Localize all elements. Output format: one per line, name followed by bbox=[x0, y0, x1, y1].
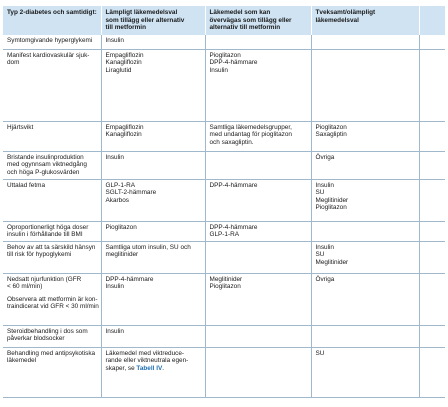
header-condition: Typ 2-diabetes och samtidigt: bbox=[3, 6, 101, 35]
cell-suitable: Insulin bbox=[101, 151, 205, 179]
cell-condition: Oproportionerligt höga doser insulin i förhållande till BMI bbox=[3, 221, 101, 241]
cell-condition: Symtomgivande hyperglykemi bbox=[3, 35, 101, 49]
cell-unsuitable: Övriga bbox=[311, 273, 419, 325]
cell-unsuitable: SU bbox=[311, 347, 419, 397]
cell-suitable: Empagliflozin Kanagliflozin Liraglutid bbox=[101, 49, 205, 121]
cell-consider bbox=[205, 35, 311, 49]
cell-spacer bbox=[419, 241, 445, 273]
cell-spacer bbox=[419, 273, 445, 325]
cell-consider: DPP-4-hämmare bbox=[205, 179, 311, 221]
table-row bbox=[3, 179, 445, 221]
cell-consider: Samtliga läkemedelsgrupper, med undantag för pioglitazon och saxagliptin. bbox=[205, 121, 311, 151]
cell-suitable: Empagliflozin Kanagliflozin bbox=[101, 121, 205, 151]
header-consider: Läkemedel som kan övervägas som tillägg eller alternativ till metformin bbox=[205, 6, 311, 35]
cell-condition: Steroidbehandling i dos som påverkar blodsocker bbox=[3, 325, 101, 347]
cell-suitable: Insulin bbox=[101, 35, 205, 49]
header-suitable: Lämpligt läkemedelsval som tillägg eller alternativ till metformin bbox=[101, 6, 205, 35]
cell-suitable: Läkemedel med viktreduce- rande eller viktneutrala egen- skaper, se Tabell IV. bbox=[101, 347, 205, 397]
cell-condition: Bristande insulinproduktion med ogynnsam viktnedgång och höga P-glukosvärden bbox=[3, 151, 101, 179]
cell-condition: Behov av att ta särskild hänsyn till risk för hypoglykemi bbox=[3, 241, 101, 273]
header-unsuitable: Tveksamt/olämpligt läkemedelsval bbox=[311, 6, 419, 35]
table-row bbox=[3, 35, 445, 49]
cell-consider bbox=[205, 151, 311, 179]
table-header-row bbox=[3, 6, 445, 35]
cell-unsuitable bbox=[311, 221, 419, 241]
cell-unsuitable: Pioglitazon Saxagliptin bbox=[311, 121, 419, 151]
cell-spacer bbox=[419, 179, 445, 221]
cell-spacer bbox=[419, 325, 445, 347]
metformin-note: Observera att metformin är kon- bbox=[7, 295, 98, 303]
cell-unsuitable: Insulin SU Meglitinider Pioglitazon bbox=[311, 179, 419, 221]
table-row bbox=[3, 221, 445, 241]
cell-consider: Meglitinider Pioglitazon bbox=[205, 273, 311, 325]
cell-consider bbox=[205, 325, 311, 347]
table-iv-link[interactable]: Tabell IV bbox=[136, 364, 163, 372]
cell-unsuitable: Övriga bbox=[311, 151, 419, 179]
cell-unsuitable bbox=[311, 49, 419, 121]
cell-consider bbox=[205, 241, 311, 273]
cell-unsuitable bbox=[311, 325, 419, 347]
cell-suitable: Samtliga utom insulin, SU och meglitinider bbox=[101, 241, 205, 273]
table-row bbox=[3, 151, 445, 179]
cell-spacer bbox=[419, 221, 445, 241]
cell-consider: DPP-4-hämmare GLP-1-RA bbox=[205, 221, 311, 241]
cell-unsuitable: Insulin SU Meglitinider bbox=[311, 241, 419, 273]
cell-spacer bbox=[419, 347, 445, 397]
cell-condition: Nedsatt njurfunktion (GFR < 60 ml/min) Observera att metformin är kon- traindicerat vid GFR < 30 ml/min bbox=[3, 273, 101, 325]
cell-suitable: Insulin bbox=[101, 325, 205, 347]
table-row bbox=[3, 121, 445, 151]
cell-consider: Pioglitazon DPP-4-hämmare Insulin bbox=[205, 49, 311, 121]
cell-spacer bbox=[419, 151, 445, 179]
cell-spacer bbox=[419, 49, 445, 121]
header-spacer bbox=[419, 6, 445, 35]
drug-selection-table bbox=[3, 6, 445, 398]
table-row bbox=[3, 325, 445, 347]
table-row bbox=[3, 273, 445, 325]
cell-spacer bbox=[419, 121, 445, 151]
cell-suitable: GLP-1-RA SGLT-2-hämmare Akarbos bbox=[101, 179, 205, 221]
cell-suitable: DPP-4-hämmare Insulin bbox=[101, 273, 205, 325]
cell-condition: Behandling med antipsykotiska läkemedel bbox=[3, 347, 101, 397]
cell-condition: Uttalad fetma bbox=[3, 179, 101, 221]
cell-condition: Hjärtsvikt bbox=[3, 121, 101, 151]
table-row bbox=[3, 241, 445, 273]
cell-suitable: Pioglitazon bbox=[101, 221, 205, 241]
table-row bbox=[3, 49, 445, 121]
table-row bbox=[3, 347, 445, 397]
cell-condition: Manifest kardiovaskulär sjuk- dom bbox=[3, 49, 101, 121]
cell-spacer bbox=[419, 35, 445, 49]
cell-consider bbox=[205, 347, 311, 397]
cell-unsuitable bbox=[311, 35, 419, 49]
